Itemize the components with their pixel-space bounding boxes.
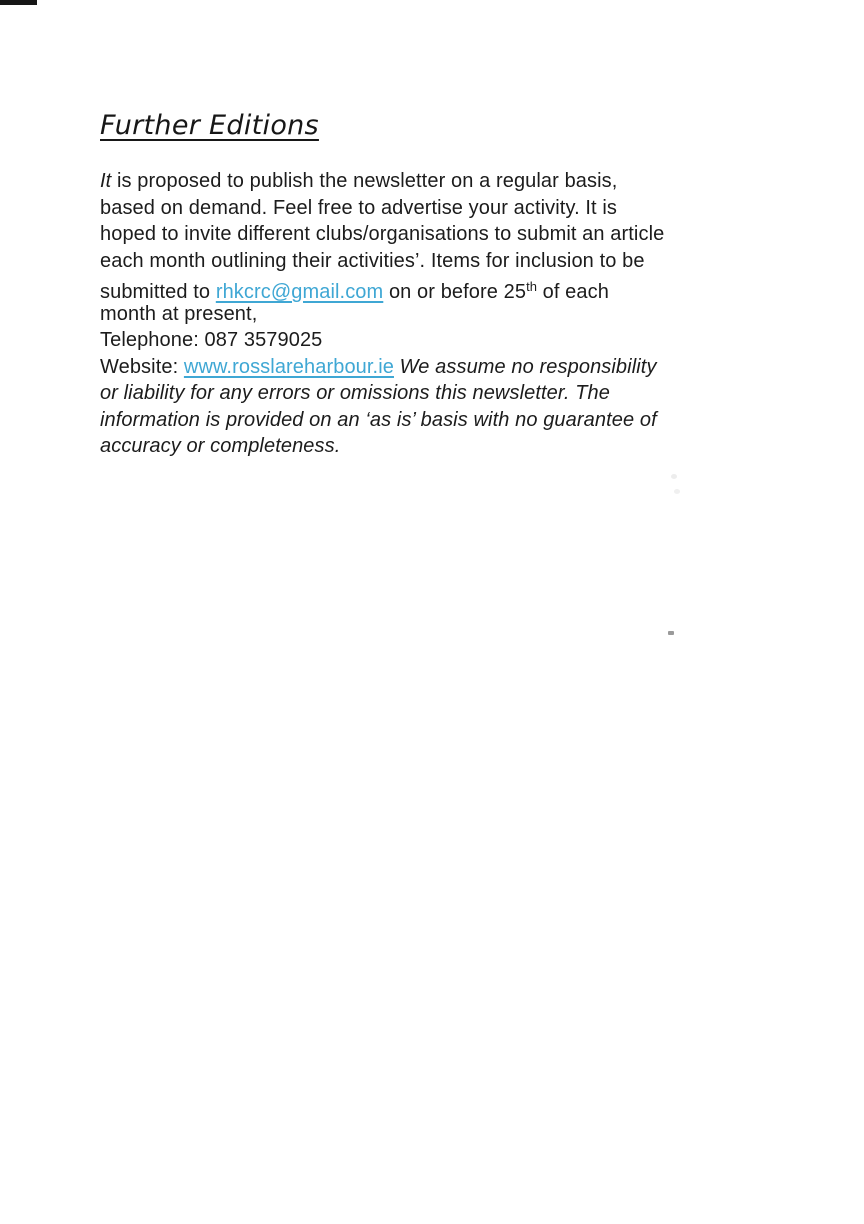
text-segment: is proposed to publish the newsletter on a regular basis, <box>111 170 618 192</box>
scan-speck <box>668 631 674 635</box>
paragraph-line <box>100 274 664 301</box>
text-segment: month at present, <box>100 302 258 325</box>
email-link[interactable]: rhkcrc@gmail.com <box>215 281 384 303</box>
text-segment: or liability for any errors or omissions this newsletter. The <box>100 382 610 404</box>
text-segment: of each <box>536 281 609 303</box>
paragraph-line <box>100 407 664 434</box>
text-segment: Telephone: 087 3579025 <box>100 329 323 351</box>
paragraph-line <box>100 195 664 222</box>
scan-artifact-top-left <box>0 0 37 5</box>
paragraph-line <box>100 354 664 381</box>
text-segment: hoped to invite different clubs/organisations to submit an article <box>100 223 665 245</box>
paragraph-line <box>100 168 664 195</box>
paragraph-line <box>100 301 664 328</box>
scan-speck <box>671 474 677 479</box>
scan-speck <box>674 489 680 494</box>
text-segment: Website: <box>100 355 184 378</box>
paragraph-line <box>100 248 664 275</box>
paragraph-line <box>100 327 664 354</box>
text-segment: information is provided on an ‘as is’ basis with no guarantee of <box>100 408 657 431</box>
text-segment: on or before 25 <box>383 281 527 303</box>
paragraph-line <box>100 380 664 407</box>
page-title: Further Editions <box>100 110 319 141</box>
text-segment: accuracy or completeness. <box>100 435 341 457</box>
text-segment: each month outlining their activities’. Items for inclusion to be <box>100 249 645 272</box>
text-segment: submitted to <box>100 281 216 303</box>
paragraph-line <box>100 221 664 248</box>
website-link[interactable]: www.rosslareharbour.ie <box>183 355 394 378</box>
paragraph-line <box>100 433 664 460</box>
body-paragraph <box>100 168 664 460</box>
text-segment: It <box>100 170 112 192</box>
superscript-th: th <box>526 279 537 294</box>
text-segment: We assume no responsibility <box>399 355 657 378</box>
text-segment: based on demand. Feel free to advertise your activity. It is <box>100 196 617 219</box>
